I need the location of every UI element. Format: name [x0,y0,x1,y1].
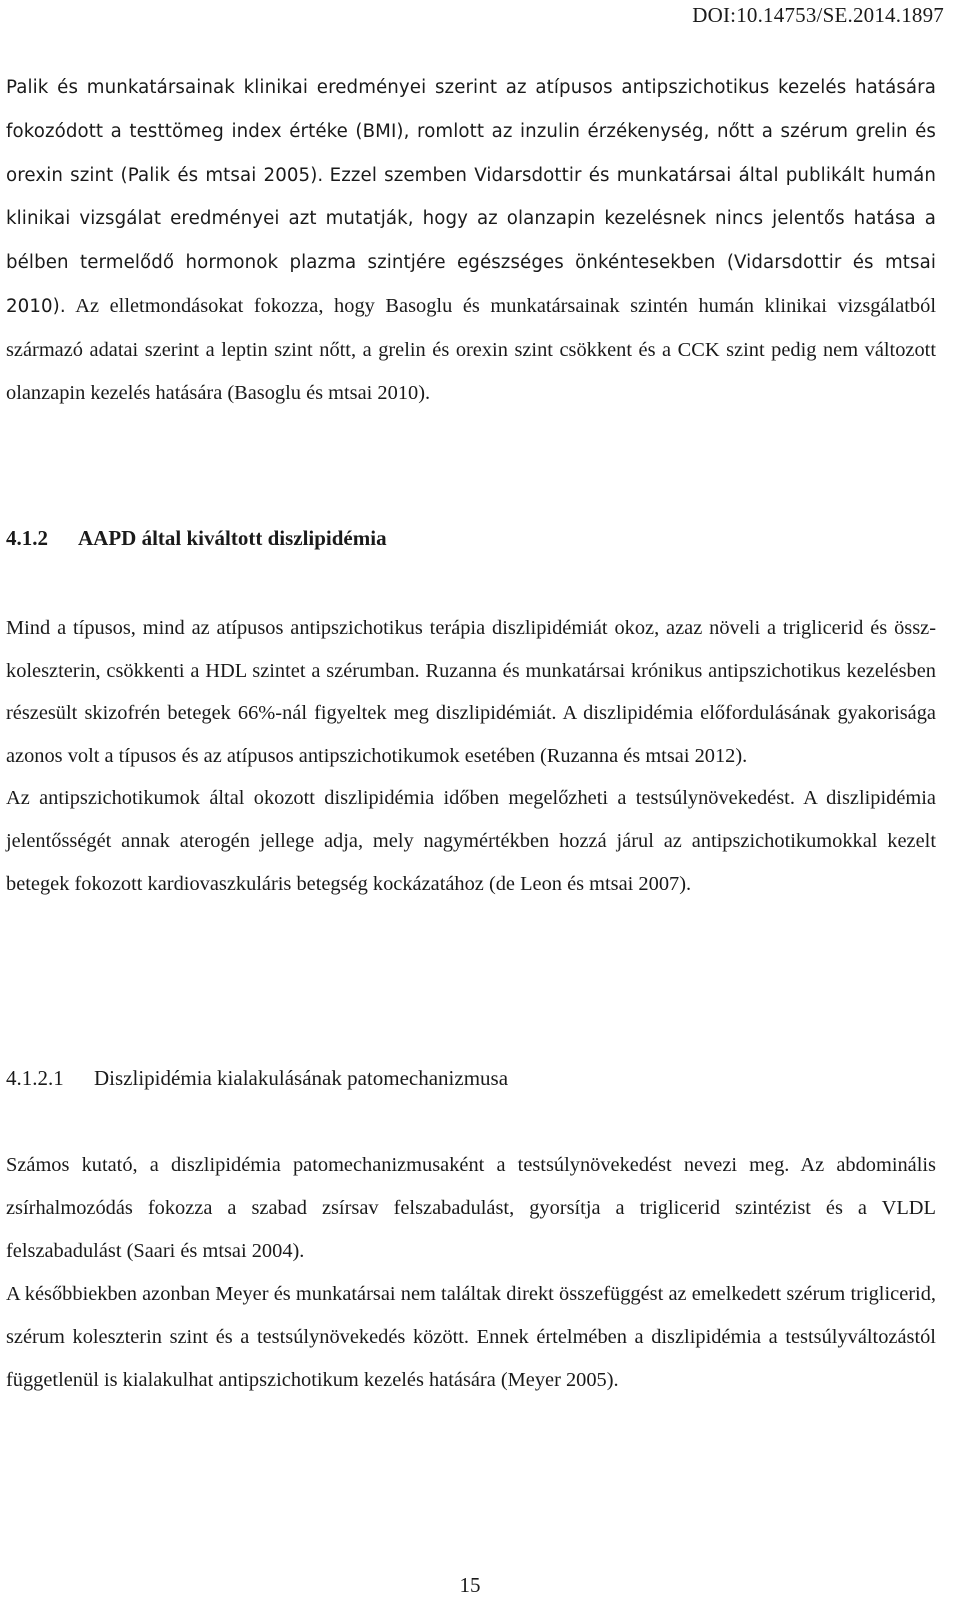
paragraph-sentence: A későbbiekben azonban Meyer és munkatársai nem találtak direkt összefüggést az emelkedett szérum triglicerid, szérum koleszterin szint és a testsúlynövekedés között. [6,1283,936,1348]
section-number: 4.1.2 [6,526,48,550]
section-title: AAPD által kiváltott diszlipidémia [78,526,387,550]
paragraph-sentence: Mind a típusos, mind az atípusos antipszichotikus terápia diszlipidémiát okoz, azaz növeli a triglicerid és össz-koleszterin, csökkenti a HDL szintet a szérumban. [6,617,936,682]
doi-header: DOI:10.14753/SE.2014.1897 [692,3,944,27]
paragraph-sentence: Ezzel szemben Vidarsdottir és munkatársai által publikált humán klinikai vizsgálat eredményei azt mutatják, hogy az olanzapin kezelésnek nincs jelentős hatása a bélben termelődő hormonok plazma szintjére egészséges önkéntesekben (Vidarsdottir és mtsai 2010). [6,164,937,317]
paragraph-sentence: A diszlipidémia jelentősségét annak aterogén jellege adja, mely nagymértékben hozzá járul az antipszichotikumokkal kezelt betegek fokozott kardiovaszkuláris betegség kockázatához (de Leon és mtsai 2007). [6,787,936,895]
paragraph-sentence: Az antipszichotikumok által okozott diszlipidémia időben megelőzheti a testsúlynövekedést. [6,787,795,810]
page-number: 15 [459,1573,481,1597]
paragraph-body [6,607,936,905]
section-heading [6,524,387,552]
paragraph-sentence: Palik és munkatársainak klinikai eredményei szerint az atípusos antipszichotikus kezelés hatására fokozódott a testtömeg index értéke (BMI), romlott az inzulin érzékenység, nőtt a szérum grelin és orexin szint (Palik és mtsai 2005). [6,77,936,186]
paragraph-sentence: Ennek értelmében a diszlipidémia a testsúlyváltozástól függetlenül is kialakulhat antipszichotikum kezelés hatására (Meyer 2005). [6,1326,936,1391]
subsection-number: 4.1.2.1 [6,1066,64,1090]
paragraph-body [6,1144,936,1402]
paragraph-sentence: Számos kutató, a diszlipidémia patomechanizmusaként a testsúlynövekedést nevezi meg. [6,1154,790,1176]
paragraph-sentence: Az elletmondásokat fokozza, hogy Basoglu és munkatársainak szintén humán klinikai vizsgálatból származó adatai szerint a leptin szint nőtt, a grelin és orexin szint csökkent és a CCK szint pedig nem változott olanzapin kezelés hatására (Basoglu és mtsai 2010). [6,294,936,404]
subsection-heading [6,1064,508,1092]
subsection-title: Diszlipidémia kialakulásának patomechanizmusa [94,1066,509,1090]
paragraph-body [6,66,936,414]
paragraph-sentence: Ruzanna és munkatársai krónikus antipszichotikus kezelésben részesült skizofrén betegek 66%-nál figyeltek meg diszlipidémiát. [6,659,936,725]
paragraph-sentence: Az abdominális zsírhalmozódás fokozza a szabad zsírsav felszabadulást, gyorsítja a triglicerid szintézist és a VLDL felszabadulást (Saari és mtsai 2004). [6,1154,936,1262]
paragraph-sentence: A diszlipidémia előfordulásának gyakorisága azonos volt a típusos és az atípusos antipszichotikumok esetében (Ruzanna és mtsai 2012). [6,702,936,767]
